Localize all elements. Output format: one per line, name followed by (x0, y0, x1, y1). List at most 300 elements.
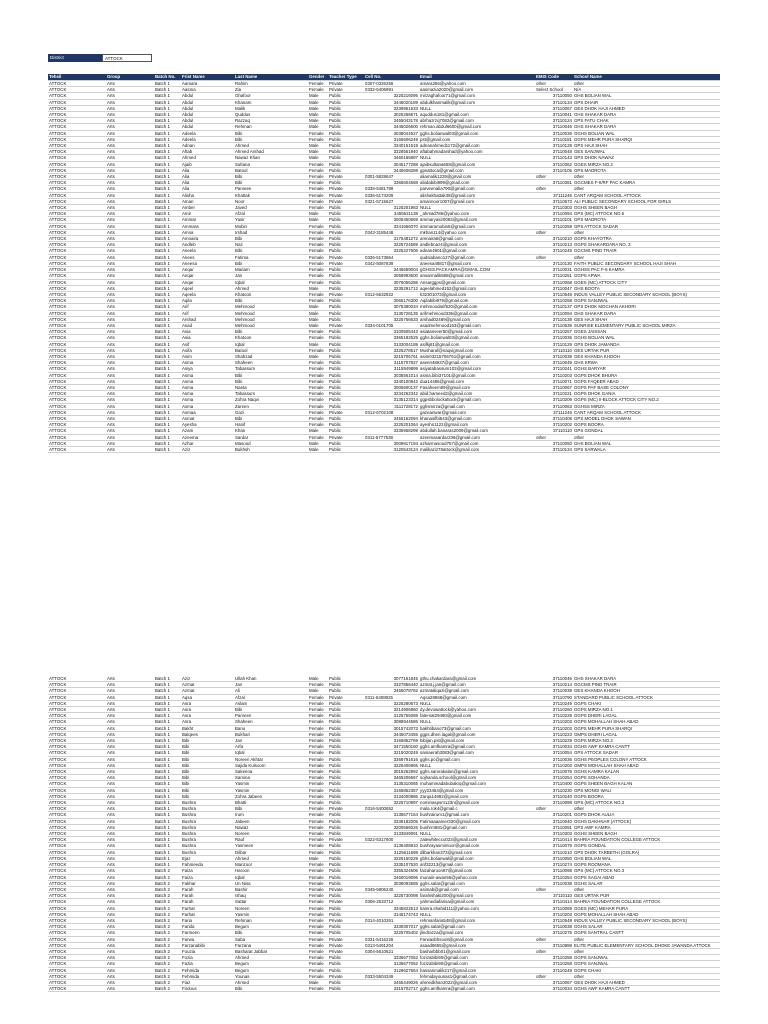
table-cell: ATTOCK (48, 236, 106, 242)
table-cell: Noor (234, 198, 308, 204)
table-cell: Female (308, 198, 328, 204)
table-cell: ATTOCK (48, 167, 106, 173)
table-cell: amnaira6@gmail.com (419, 236, 535, 242)
table-cell: other (535, 186, 573, 192)
table-cell: Haroon (234, 868, 308, 874)
table-cell: 37110203 (535, 762, 573, 768)
table-cell: Rehman (234, 917, 308, 923)
table-cell: 3225406955 (364, 762, 419, 768)
table-cell: 3129627564 (364, 967, 419, 973)
table-cell: Asra (181, 707, 234, 713)
table-cell: Batch 1 (154, 762, 181, 768)
table-cell: Public (328, 378, 364, 384)
table-cell: Public (328, 762, 364, 768)
table-cell: Adeela (181, 130, 234, 136)
table-cell: Arts (106, 961, 154, 967)
table-cell: Batch 1 (154, 81, 181, 87)
table-cell: Batch 1 (154, 211, 181, 217)
table-cell: 37110202 (535, 422, 573, 428)
table-cell: ATTOCK (48, 217, 106, 223)
table-cell: 37110098 (535, 868, 573, 874)
table-cell: Public (328, 930, 364, 936)
table-cell: Amna (181, 229, 234, 235)
table-cell: ATTOCK (48, 403, 106, 409)
table-cell: 37110036 (535, 335, 573, 341)
table-cell: GGPS SANJWAL (573, 961, 720, 967)
table-cell: 37110214 (535, 682, 573, 688)
table-cell: Public (328, 756, 364, 762)
table-cell: Public (328, 769, 364, 775)
table-cell: 37110210 (535, 236, 573, 242)
table-cell: Bushra (181, 831, 234, 837)
table-cell: BAHRIA FOUNDATION COLLEGE ATTOCK (573, 899, 720, 905)
table-cell: Female (308, 267, 328, 273)
table-cell: Bano (234, 725, 308, 731)
table-cell: gghs.salar@gmail.com (419, 924, 535, 930)
table-cell: Batch 1 (154, 688, 181, 694)
table-cell: 37110039 (535, 353, 573, 359)
table-cell: ATTOCK (48, 893, 106, 899)
table-cell: Public (328, 205, 364, 211)
column-header: Group (106, 74, 154, 81)
table-cell: Bibi (181, 793, 234, 799)
table-cell: sojhanda.school@gmail.com (419, 775, 535, 781)
table-cell: Arts (106, 843, 154, 849)
table-cell: 3145174743 (364, 911, 419, 917)
table-cell: Batch 1 (154, 347, 181, 353)
table-cell: 37110221 (535, 391, 573, 397)
table-cell: 3065176300 (364, 298, 419, 304)
table-cell: Select School (535, 87, 573, 93)
table-cell: GGHS DAKHNAR (ATTOCK) (573, 818, 720, 824)
table-cell: Female (308, 942, 328, 948)
table-cell: GGHS SALAR (573, 880, 720, 886)
table-cell: GGPS GONDAL (573, 843, 720, 849)
table-cell: GES URTAK PUR (573, 893, 720, 899)
table-cell: Private (328, 254, 364, 260)
table-cell: Balqees (181, 731, 234, 737)
table-cell: samaerah3083@gmail.com (419, 750, 535, 756)
table-cell: GGCMS PIND TRAIR (573, 248, 720, 254)
table-cell: GGPS MIRZA NO.1 (573, 707, 720, 713)
table-cell: 0311-5777538 (364, 434, 419, 440)
table-cell: Public (328, 136, 364, 142)
table-cell: Female (308, 893, 328, 899)
table-cell: Arts (106, 924, 154, 930)
table-cell: ATTOCK (48, 688, 106, 694)
table-cell: ATTOCK (48, 310, 106, 316)
table-cell: ATTOCK (48, 911, 106, 917)
table-cell: Arts (106, 211, 154, 217)
table-cell: GPS DHOK TARBETHI (GOLRA) (573, 849, 720, 855)
table-cell: Alia (181, 180, 234, 186)
table-cell: Ali (234, 688, 308, 694)
table-cell: khanasifbi543@gmail.com (419, 415, 535, 421)
table-cell: ammaryasir0083@gmail.com (419, 217, 535, 223)
table-cell: Arts (106, 676, 154, 682)
table-cell: Male (308, 676, 328, 682)
table-cell: 37110034 (535, 986, 573, 992)
table-cell: ATTOCK (48, 917, 106, 923)
table-cell: Arts (106, 248, 154, 254)
table-cell: 37110091 (535, 824, 573, 830)
table-cell: 37110790 (535, 694, 573, 700)
table-cell: Batch 1 (154, 676, 181, 682)
table-cell: 0321-5715627 (364, 198, 419, 204)
table-cell: 37110639 (535, 322, 573, 328)
table-cell: amara256@yahoo.com (419, 81, 535, 87)
table-cell: Asma (181, 391, 234, 397)
table-cell: Alisha (181, 192, 234, 198)
table-cell: ATTOCK (48, 99, 106, 105)
table-cell: Farida (181, 924, 234, 930)
table-cell: Batch 2 (154, 973, 181, 979)
table-cell: ATTOCK (48, 793, 106, 799)
table-cell: other (573, 229, 720, 235)
table-cell: Male (308, 304, 328, 310)
table-cell: Khatoon (234, 335, 308, 341)
table-cell: Public (328, 843, 364, 849)
table-cell: Female (308, 775, 328, 781)
table-cell: GHS KRWA (573, 360, 720, 366)
table-cell: Azmat (181, 682, 234, 688)
table-cell: 37110240 (535, 793, 573, 799)
table-cell: Javed (234, 205, 308, 211)
table-cell: bibijan.pst@gmail.com (419, 738, 535, 744)
table-cell: Female (308, 769, 328, 775)
table-cell: rehmanfaria548@gmail.com (419, 917, 535, 923)
table-cell: 3005600137 (364, 384, 419, 390)
table-cell: Asmaa (181, 409, 234, 415)
table-cell: 3077161845 (364, 676, 419, 682)
table-cell: Batch 1 (154, 750, 181, 756)
table-cell: gthu.chakardara@gmail.com (419, 676, 535, 682)
table-cell: GGPS SANTRAL CANTT (573, 930, 720, 936)
table-cell: other (535, 434, 573, 440)
table-cell: 37110258 (535, 298, 573, 304)
table-cell: 37110079 (535, 843, 573, 849)
table-cell: 3365182525 (364, 335, 419, 341)
table-cell: Arts (106, 236, 154, 242)
table-cell: GGPS PAF BASE COLONY (573, 384, 720, 390)
table-cell: N/A (573, 87, 720, 93)
table-cell: Mehmood (234, 316, 308, 322)
table-cell: mkhan114@yahoo.com (419, 229, 535, 235)
table-cell: Public (328, 105, 364, 111)
table-cell: Iqbal (234, 874, 308, 880)
table-cell: Public (328, 955, 364, 961)
table-cell: Female (308, 186, 328, 192)
table-cell: Arts (106, 831, 154, 837)
table-cell: Batch 1 (154, 397, 181, 403)
table-cell: Female (308, 961, 328, 967)
table-cell: 37110241 (535, 366, 573, 372)
table-cell: Masood (234, 440, 308, 446)
table-cell: 37110040 (535, 818, 573, 824)
table-cell: ATTOCK (48, 694, 106, 700)
table-cell: 37110034 (535, 744, 573, 750)
table-cell: Public (328, 285, 364, 291)
table-cell: Bibi (234, 136, 308, 142)
table-cell: ATTOCK (48, 130, 106, 136)
table-cell: GGPS BOORA (573, 793, 720, 799)
table-cell: Batch 1 (154, 862, 181, 868)
table-cell: Zareen (234, 403, 308, 409)
table-cell: GGPS APWA (573, 273, 720, 279)
table-cell: GGPS SANJWAL (573, 298, 720, 304)
table-cell: Asifa (181, 347, 234, 353)
table-cell: GPS MONGI WALI (573, 787, 720, 793)
table-cell: Bushra (181, 800, 234, 806)
table-cell: Batch 2 (154, 979, 181, 985)
table-cell: asiatanveer50@gmail.com (419, 329, 535, 335)
table-cell: Private (328, 198, 364, 204)
table-cell: Adnan (181, 143, 234, 149)
table-cell: Ansarggps@gmail.com (419, 279, 535, 285)
table-cell: Asma (181, 403, 234, 409)
table-cell: Batch 1 (154, 310, 181, 316)
table-cell: Arts (106, 917, 154, 923)
table-cell: 37110274 (535, 862, 573, 868)
table-cell: Un Nisa (234, 880, 308, 886)
table-cell: Public (328, 93, 364, 99)
table-cell: 3325278517 (364, 347, 419, 353)
table-cell: ATTOCK (48, 428, 106, 434)
table-cell: 3100505443 (364, 329, 419, 335)
table-cell: 3225710997 (364, 800, 419, 806)
table-cell: gGHSS.PACKAMRA@GMAIL.COM (419, 267, 535, 273)
table-cell: Ahmed (234, 285, 308, 291)
table-cell: Female (308, 806, 328, 812)
table-cell: GHS SHAKAR DARA (573, 676, 720, 682)
table-cell: GGPS FAQEER ABAD (573, 378, 720, 384)
table-cell: Bibi (234, 236, 308, 242)
table-cell: Public (328, 341, 364, 347)
table-cell: GPS MADROTA (573, 167, 720, 173)
table-cell: 3015742073 (364, 725, 419, 731)
table-cell: Batch 1 (154, 440, 181, 446)
table-cell: Female (308, 87, 328, 93)
table-cell: other (535, 973, 573, 979)
table-cell: Arts (106, 149, 154, 155)
table-cell: other (573, 936, 720, 942)
table-cell: Saba (234, 936, 308, 942)
table-cell: Arts (106, 886, 154, 892)
table-cell: Private (328, 936, 364, 942)
table-cell: 3165606249 (364, 136, 419, 142)
table-cell: Azhar (181, 440, 234, 446)
table-cell: ELITE PUBLIC ELEMENTARY SCHOOL DHOKE JAWANDA ATTOCK (573, 942, 720, 948)
table-cell: Batch 1 (154, 415, 181, 421)
table-cell: Aqeela (181, 291, 234, 297)
table-cell: ATTOCK (48, 700, 106, 706)
table-cell: Female (308, 886, 328, 892)
table-cell: 37110257 (535, 329, 573, 335)
table-cell: Female (308, 911, 328, 917)
table-cell: Arts (106, 347, 154, 353)
table-cell: 37110067 (535, 384, 573, 390)
table-cell: Arts (106, 304, 154, 310)
table-cell: Female (308, 335, 328, 341)
table-cell: Iqbal (234, 750, 308, 756)
table-cell: Batch 1 (154, 223, 181, 229)
table-cell: Batch 2 (154, 874, 181, 880)
table-cell: 37110414 (535, 837, 573, 843)
table-cell: 3175481272 (364, 236, 419, 242)
table-cell: 3327856440 (364, 682, 419, 688)
table-cell: Nawaz (234, 824, 308, 830)
table-cell: Female (308, 694, 328, 700)
table-cell: Public (328, 428, 364, 434)
table-cell: Female (308, 874, 328, 880)
table-cell: 3111728172 (364, 403, 419, 409)
table-cell: 3340151519 (364, 143, 419, 149)
table-cell: Public (328, 304, 364, 310)
table-cell: NULL (419, 700, 535, 706)
table-cell: 3341666070 (364, 223, 419, 229)
table-cell: Bushra (181, 824, 234, 830)
table-cell: Sultana (234, 161, 308, 167)
table-cell: CANT ARQAM SCHOOL ATTOCK (573, 409, 720, 415)
table-cell: 3225150229 (364, 855, 419, 861)
table-cell: pst@gmail.com (419, 136, 535, 142)
table-cell: gghsmirza@gmail.com (419, 403, 535, 409)
table-cell: Asma (181, 378, 234, 384)
table-cell: Public (328, 979, 364, 985)
table-cell: Batch 1 (154, 124, 181, 130)
table-cell: Batch 1 (154, 725, 181, 731)
table-cell: ATTOCK (48, 397, 106, 403)
table-cell: GHS SHAKAR DARA (573, 112, 720, 118)
table-cell: Begum (234, 924, 308, 930)
table-cell: Female (308, 174, 328, 180)
table-cell: ATTOCK (48, 440, 106, 446)
table-cell: Batch 1 (154, 248, 181, 254)
table-cell: Bushra (181, 837, 234, 843)
district-value-cell[interactable]: ATTOCK (102, 54, 152, 62)
table-cell: Bibi (181, 756, 234, 762)
table-cell: Arts (106, 874, 154, 880)
table-cell: Fozia (181, 955, 234, 961)
table-cell: Public (328, 335, 364, 341)
table-cell: asim03215706761@gmail.com (419, 353, 535, 359)
table-cell: Batch 2 (154, 942, 181, 948)
table-cell: Female (308, 917, 328, 923)
table-cell: INDUS VALLEY PUBLIC SECONDARY SCHOOL (BOYS) (573, 917, 720, 923)
table-cell: other (573, 254, 720, 260)
table-cell: GGHS SALAR (573, 924, 720, 930)
table-cell: 37110260 (535, 707, 573, 713)
table-cell: Batch 1 (154, 855, 181, 861)
table-cell: GGHS AWF KAMRA CANTT (573, 986, 720, 992)
table-cell: other (573, 948, 720, 954)
table-cell: Parveen (234, 186, 308, 192)
table-cell: Batch 1 (154, 329, 181, 335)
table-cell: GGPS SOHANDA (573, 775, 720, 781)
table-cell: Arts (106, 744, 154, 750)
table-cell: Female (308, 818, 328, 824)
table-cell: Female (308, 192, 328, 198)
table-cell: GGHS AWF KAMRA CANTT (573, 744, 720, 750)
table-cell: Arts (106, 936, 154, 942)
table-cell: Public (328, 893, 364, 899)
table-cell: ATTOCK (48, 341, 106, 347)
table-cell: azeemasardar236@gmail.com (419, 434, 535, 440)
table-cell: Tabassum (234, 366, 308, 372)
table-cell: Batch 2 (154, 917, 181, 923)
table-cell: Male (308, 855, 328, 861)
table-cell: Arts (106, 955, 154, 961)
table-cell: 37110068 (535, 279, 573, 285)
table-cell: Public (328, 787, 364, 793)
table-cell: 37110076 (535, 769, 573, 775)
table-cell: GPS FATU CHAK (573, 118, 720, 124)
table-cell: 3165852769 (364, 738, 419, 744)
table-cell: GHS SHAKAR DARA (573, 310, 720, 316)
table-cell: Sattar (234, 899, 308, 905)
table-cell: Public (328, 781, 364, 787)
table-cell: 37110130 (535, 260, 573, 266)
table-cell: CANT ARQAM SCHOOL ATTOCK (573, 192, 720, 198)
table-cell: Azeema (181, 434, 234, 440)
table-cell: Female (308, 756, 328, 762)
table-cell: 37110258 (535, 955, 573, 961)
table-cell: 0314-4010261 (364, 917, 419, 923)
table-cell: Fiaz (181, 979, 234, 985)
table-cell: Batch 1 (154, 769, 181, 775)
table-cell: Irum (234, 812, 308, 818)
table-cell: Female (308, 731, 328, 737)
table-cell: Arts (106, 143, 154, 149)
table-cell: Female (308, 849, 328, 855)
table-cell: Public (328, 112, 364, 118)
table-cell: Female (308, 713, 328, 719)
table-cell: Private (328, 806, 364, 812)
table-cell: ATTOCK (48, 800, 106, 806)
table-cell: 37110229 (535, 738, 573, 744)
table-cell: Public (328, 273, 364, 279)
table-cell: Razzaq (234, 118, 308, 124)
table-cell: Andleb (181, 242, 234, 248)
table-cell: asiyatabassum103@gmail.com (419, 366, 535, 372)
table-cell: Batch 1 (154, 130, 181, 136)
table-cell: Bibi (234, 378, 308, 384)
table-cell: Public (328, 688, 364, 694)
table-cell: Arts (106, 979, 154, 985)
table-cell: 3215020249 (364, 750, 419, 756)
table-cell: 3325227606 (364, 248, 419, 254)
table-cell: Female (308, 948, 328, 954)
table-cell: Batch 1 (154, 304, 181, 310)
table-cell: jlindrazza@gmail.com (419, 930, 535, 936)
table-cell: Batch 1 (154, 434, 181, 440)
table-cell: ATTOCK (48, 849, 106, 855)
table-cell: Anqar (181, 267, 234, 273)
table-cell: Bushra (181, 806, 234, 812)
table-cell: Khan (234, 428, 308, 434)
table-cell: ATTOCK (48, 347, 106, 353)
table-cell: hassanmalik217@gmail.com (419, 967, 535, 973)
table-cell: Bibi (181, 738, 234, 744)
table-cell: Arts (106, 99, 154, 105)
table-cell: Batch 1 (154, 793, 181, 799)
table-cell: ATTOCK (48, 136, 106, 142)
table-cell: ATTOCK (48, 874, 106, 880)
table-cell: Female (308, 936, 328, 942)
table-cell: Arts (106, 316, 154, 322)
table-cell: Rauf (234, 837, 308, 843)
table-cell: asadmehmood163@gmail.com (419, 322, 535, 328)
